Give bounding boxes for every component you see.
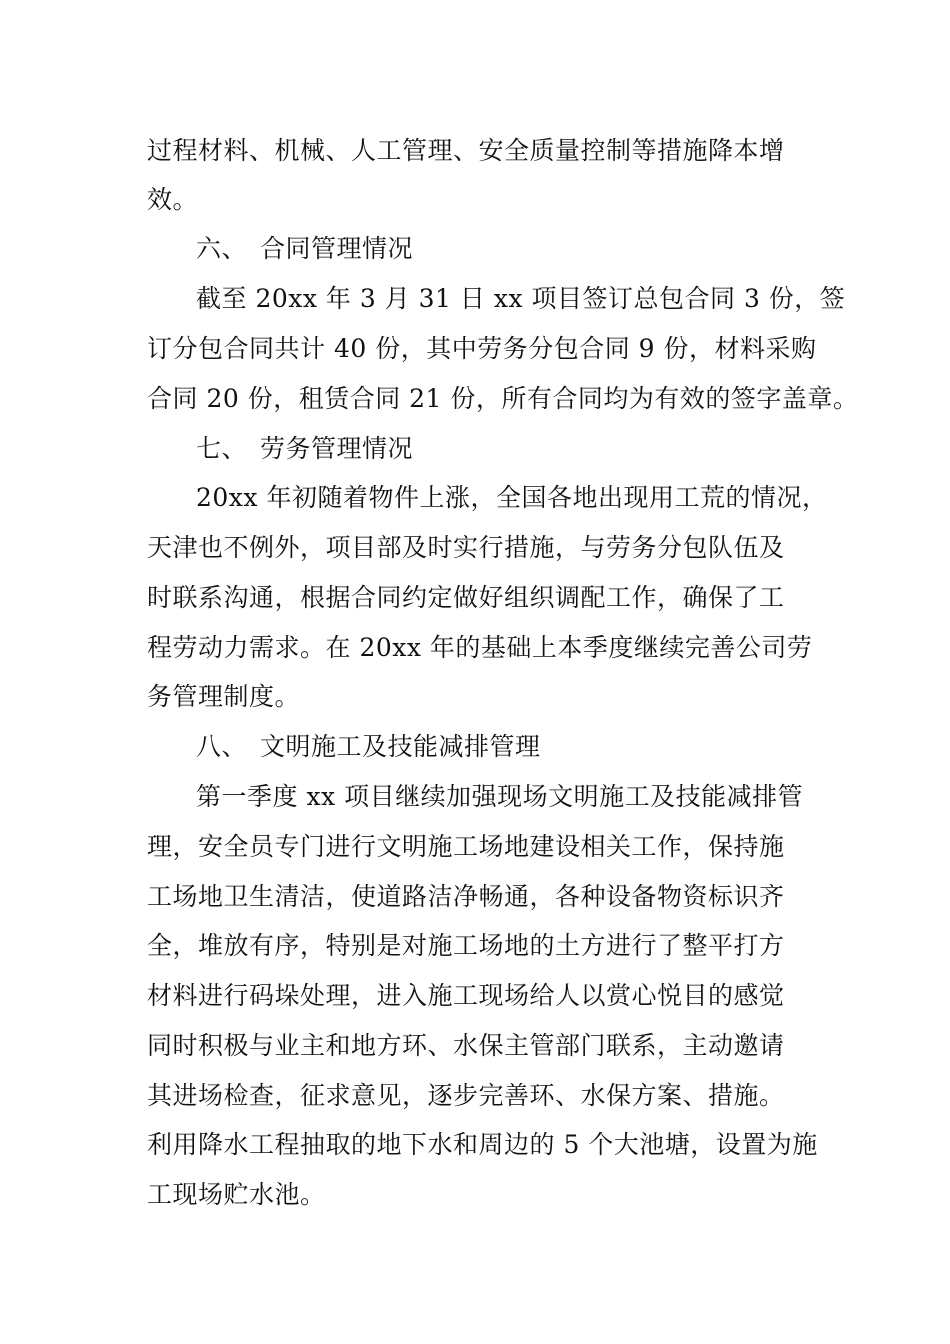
paragraph-line: 同时积极与业主和地方环、水保主管部门联系，主动邀请 [147,1031,785,1060]
paragraph-line: 效。 [147,185,199,214]
section-heading-6 [196,234,413,264]
section-title: 合同管理情况 [260,234,414,263]
section-heading-8 [196,732,541,762]
paragraph-line: 截至 20xx 年 3 月 31 日 xx 项目签订总包合同 3 份，签 [196,284,846,313]
section-number: 七、 [196,434,248,463]
paragraph-line: 利用降水工程抽取的地下水和周边的 5 个大池塘，设置为施 [147,1130,818,1159]
paragraph-line: 工场地卫生清洁，使道路洁净畅通，各种设备物资标识齐 [147,882,785,911]
paragraph-line: 天津也不例外，项目部及时实行措施，与劳务分包队伍及 [147,533,785,562]
section-heading-7 [196,434,413,464]
paragraph-line: 程劳动力需求。在 20xx 年的基础上本季度继续完善公司劳 [147,633,813,662]
paragraph-line: 订分包合同共计 40 份，其中劳务分包合同 9 份，材料采购 [147,334,817,363]
paragraph-line: 时联系沟通，根据合同约定做好组织调配工作，确保了工 [147,583,785,612]
paragraph-line: 工现场贮水池。 [147,1180,326,1209]
paragraph-line: 材料进行码垛处理，进入施工现场给人以赏心悦目的感觉 [147,981,785,1010]
section-number: 八、 [196,732,248,761]
paragraph-line: 其进场检查，征求意见，逐步完善环、水保方案、措施。 [147,1081,785,1110]
paragraph-line: 第一季度 xx 项目继续加强现场文明施工及技能减排管 [196,782,804,811]
section-title: 劳务管理情况 [260,434,414,463]
section-number: 六、 [196,234,248,263]
paragraph-line: 理，安全员专门进行文明施工场地建设相关工作，保持施 [147,832,785,861]
paragraph-line: 过程材料、机械、人工管理、安全质量控制等措施降本增 [147,136,785,165]
paragraph-line: 务管理制度。 [147,682,301,711]
paragraph-line: 20xx 年初随着物件上涨，全国各地出现用工荒的情况， [196,483,828,512]
section-title: 文明施工及技能减排管理 [260,732,541,761]
paragraph-line: 合同 20 份，租赁合同 21 份，所有合同均为有效的签字盖章。 [147,384,859,413]
paragraph-line: 全，堆放有序，特别是对施工场地的土方进行了整平打方 [147,931,785,960]
